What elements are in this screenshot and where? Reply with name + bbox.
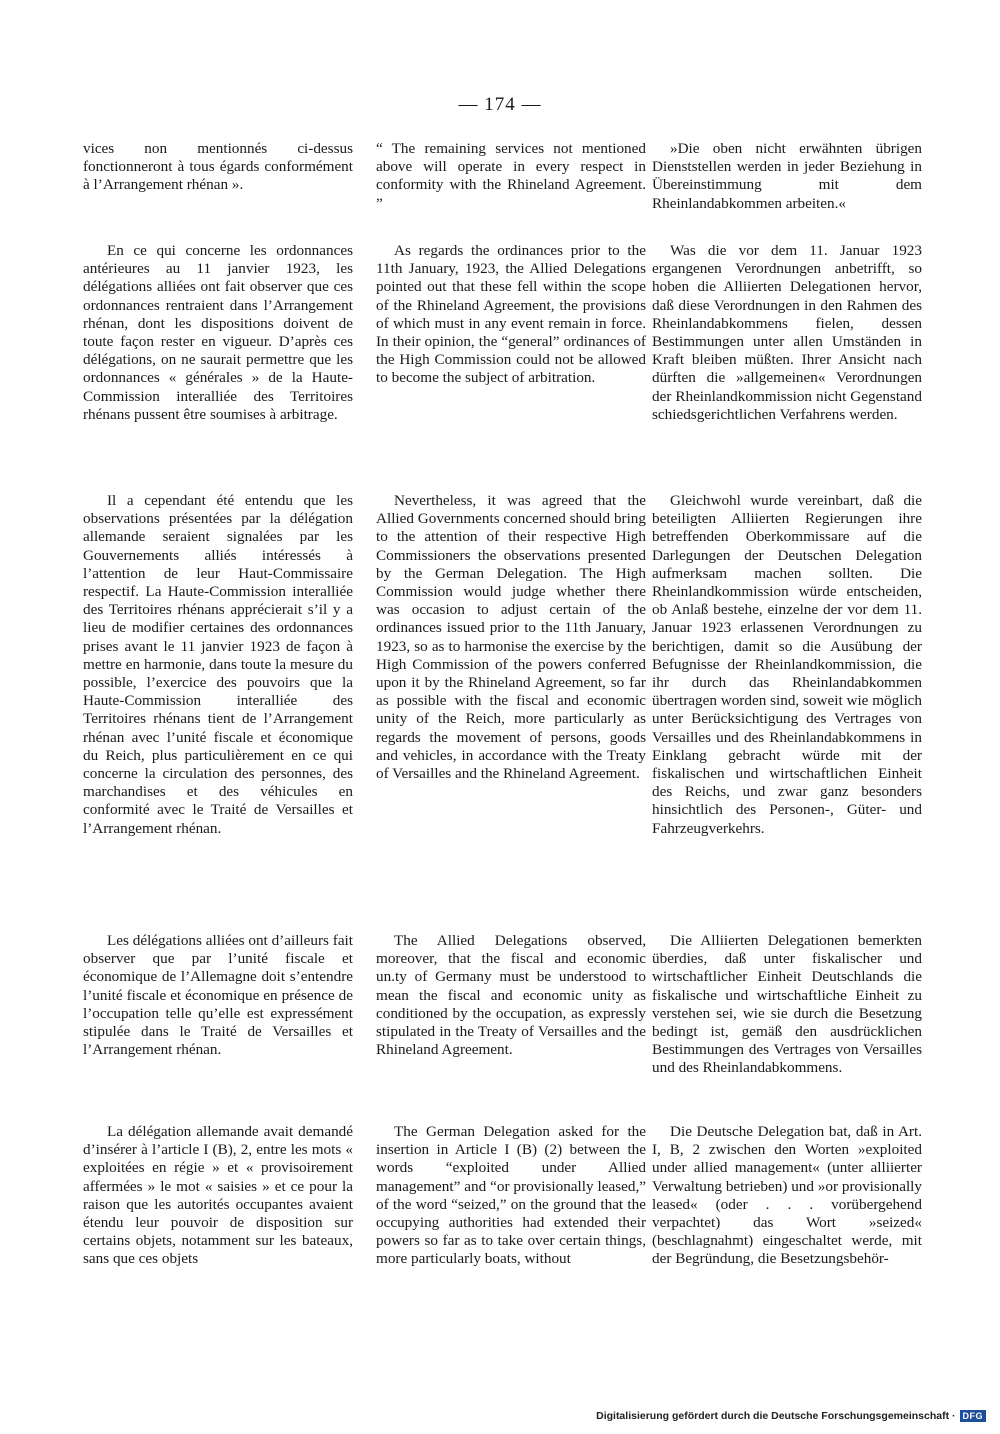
dfg-logo-icon: DFG: [960, 1410, 987, 1422]
paragraph-fr-5: La délégation allemande avait demandé d’insérer à l’article I (B), 2, entre les mots « exploitées en régie » et « provisoirement affermées » le mot « saisies » et ce pour la raison que les autorités occupantes avaient étendu leur pouvoir de disposition sur certains objets, notamment sur les bateaux, sans que ces objets: [83, 1123, 353, 1268]
paragraph-fr-3: Il a cependant été entendu que les observations présentées par la délégation allemande seraient signalées par les Gouvernements alliés intéressés à l’attention de leur Haut-Commissaire respectif. La Haute-Commission interalliée des Territoires rhénans apprécierait s’il y a lieu de modifier certaines des ordonnances prises avant le 11 janvier 1923 de façon à mettre en harmonie, dans toute la mesure du possible, l’exercice des pouvoirs que la Haute-Commission interalliée des Territoires rhénans tient de l’Arrangement rhénan avec l’unité fiscale et économique du Reich, plus particulièrement en ce qui concerne la circulation des personnes, des marchandises et des véhicules en conformité avec le Traité de Versailles et l’Arrangement rhénan.: [83, 492, 353, 837]
paragraph-de-5: Die Deutsche Delegation bat, daß in Art. I, B, 2 zwischen den Worten »exploited under allied management« (unter alliierter Verwaltung betrieben) und »or provisionally leased« (oder . . . vorübergehend verpachtet) das Wort »seized« (beschlagnahmt) eingeschaltet werde, mit der Begründung, die Besetzungsbehör-: [652, 1123, 922, 1268]
paragraph-de-3: Gleichwohl wurde vereinbart, daß die beteiligten Alliierten Regierungen ihre betreffenden Oberkommissare auf die Darlegungen der Deutschen Delegation aufmerksam machen sollten. Die Rheinlandkommission würde entscheiden, ob Anlaß bestehe, einzelne der vor dem 11. Januar 1923 erlassenen Verordnungen zu berichtigen, damit so die Ausübung der Befugnisse der Rheinlandkommission, die ihr durch das Rheinlandabkommen übertragen worden sind, soweit wie möglich unter Berücksichtigung des Vertrages von Versailles und des Rheinlandabkommens in Einklang gebracht würde mit der fiskalischen und wirtschaftlichen Einheit des Reichs, und zwar ganz besonders hinsichtlich des Personen-, Güter- und Fahrzeugverkehrs.: [652, 492, 922, 837]
footer-text: Digitalisierung gefördert durch die Deutsche Forschungsgemeinschaft ·: [596, 1410, 956, 1422]
paragraph-de-1: »Die oben nicht erwähnten übrigen Dienststellen werden in jeder Beziehung in Übereinstimmung mit dem Rheinlandabkommen arbeiten.«: [652, 140, 922, 212]
paragraph-en-1: “ The remaining services not mentioned above will operate in every respect in conformity with the Rhineland Agreement. ”: [376, 140, 646, 212]
paragraph-en-3: Nevertheless, it was agreed that the Allied Governments concerned should bring to the attention of their respective High Commissioners the observations presented by the German Delegation. The High Commission would judge whether there was occasion to adjust certain of the ordinances issued prior to the 11th January, 1923, so as to harmonise the exercise by the High Commission of the powers conferred upon it by the Rhineland Agreement, so far as possible with the fiscal and economic unity of the Reich, more particularly as regards the movement of persons, goods and vehicles, in accordance with the Treaty of Versailles and the Rhineland Agreement.: [376, 492, 646, 783]
paragraph-en-2: As regards the ordinances prior to the 11th January, 1923, the Allied Delegations pointed out that these fell within the scope of the Rhineland Agreement, the provisions of which must in any event remain in force. In their opinion, the “general” ordinances of the High Commission could not be allowed to become the subject of arbitration.: [376, 242, 646, 387]
paragraph-en-5: The German Delegation asked for the insertion in Article I (B) (2) between the words “exploited under Allied management” and “or provisionally leased,” of the word “seized,” on the ground that the occupying authorities had extended their powers so far as to take over certain things, more particularly boats, without: [376, 1123, 646, 1268]
paragraph-de-2: Was die vor dem 11. Januar 1923 ergangenen Verordnungen anbetrifft, so hoben die Alliierten Delegationen hervor, daß diese Verordnungen in den Rahmen des Rheinlandabkommens fielen, dessen Bestimmungen unter allen Umständen in Kraft bleiben müßten. Ihrer Ansicht nach dürften die »allgemeinen« Verordnungen der Rheinlandkommission nicht Gegenstand schiedsgerichtlichen Verfahrens werden.: [652, 242, 922, 423]
paragraph-de-4: Die Alliierten Delegationen bemerkten überdies, daß unter fiskalischer und wirtschaftlicher Einheit Deutschlands die fiskalische und wirtschaftliche Einheit zu verstehen sei, wie sie durch die Besetzung bedingt ist, gemäß den ausdrücklichen Bestimmungen des Vertrages von Versailles und des Rheinlandabkommens.: [652, 932, 922, 1077]
paragraph-en-4: The Allied Delegations observed, moreover, that the fiscal and economic un.ty of Germany must be understood to mean the fiscal and economic unity as conditioned by the occupation, as expressly stipulated in the Treaty of Versailles and the Rhineland Agreement.: [376, 932, 646, 1059]
paragraph-fr-1: vices non mentionnés ci-dessus fonctionneront à tous égards conformément à l’Arrangement rhénan ».: [83, 140, 353, 194]
paragraph-fr-2: En ce qui concerne les ordonnances antérieures au 11 janvier 1923, les délégations alliées ont fait observer que ces ordonnances rentraient dans l’Arrangement rhénan, dont les dispositions doivent de toute façon rester en vigueur. D’après ces délégations, on ne saurait permettre que les ordonnances « générales » de la Haute-Commission interalliée des Territoires rhénans pussent être soumises à arbitrage.: [83, 242, 353, 423]
paragraph-fr-4: Les délégations alliées ont d’ailleurs fait observer que par l’unité fiscale et économique de l’Allemagne doit s’entendre l’unité fiscale et économique en présence de l’occupation telle qu’elle est expressément stipulée dans le Traité de Versailles et l’Arrangement rhénan.: [83, 932, 353, 1059]
digitization-footer: [596, 1410, 986, 1422]
page-number: — 174 —: [458, 94, 542, 115]
